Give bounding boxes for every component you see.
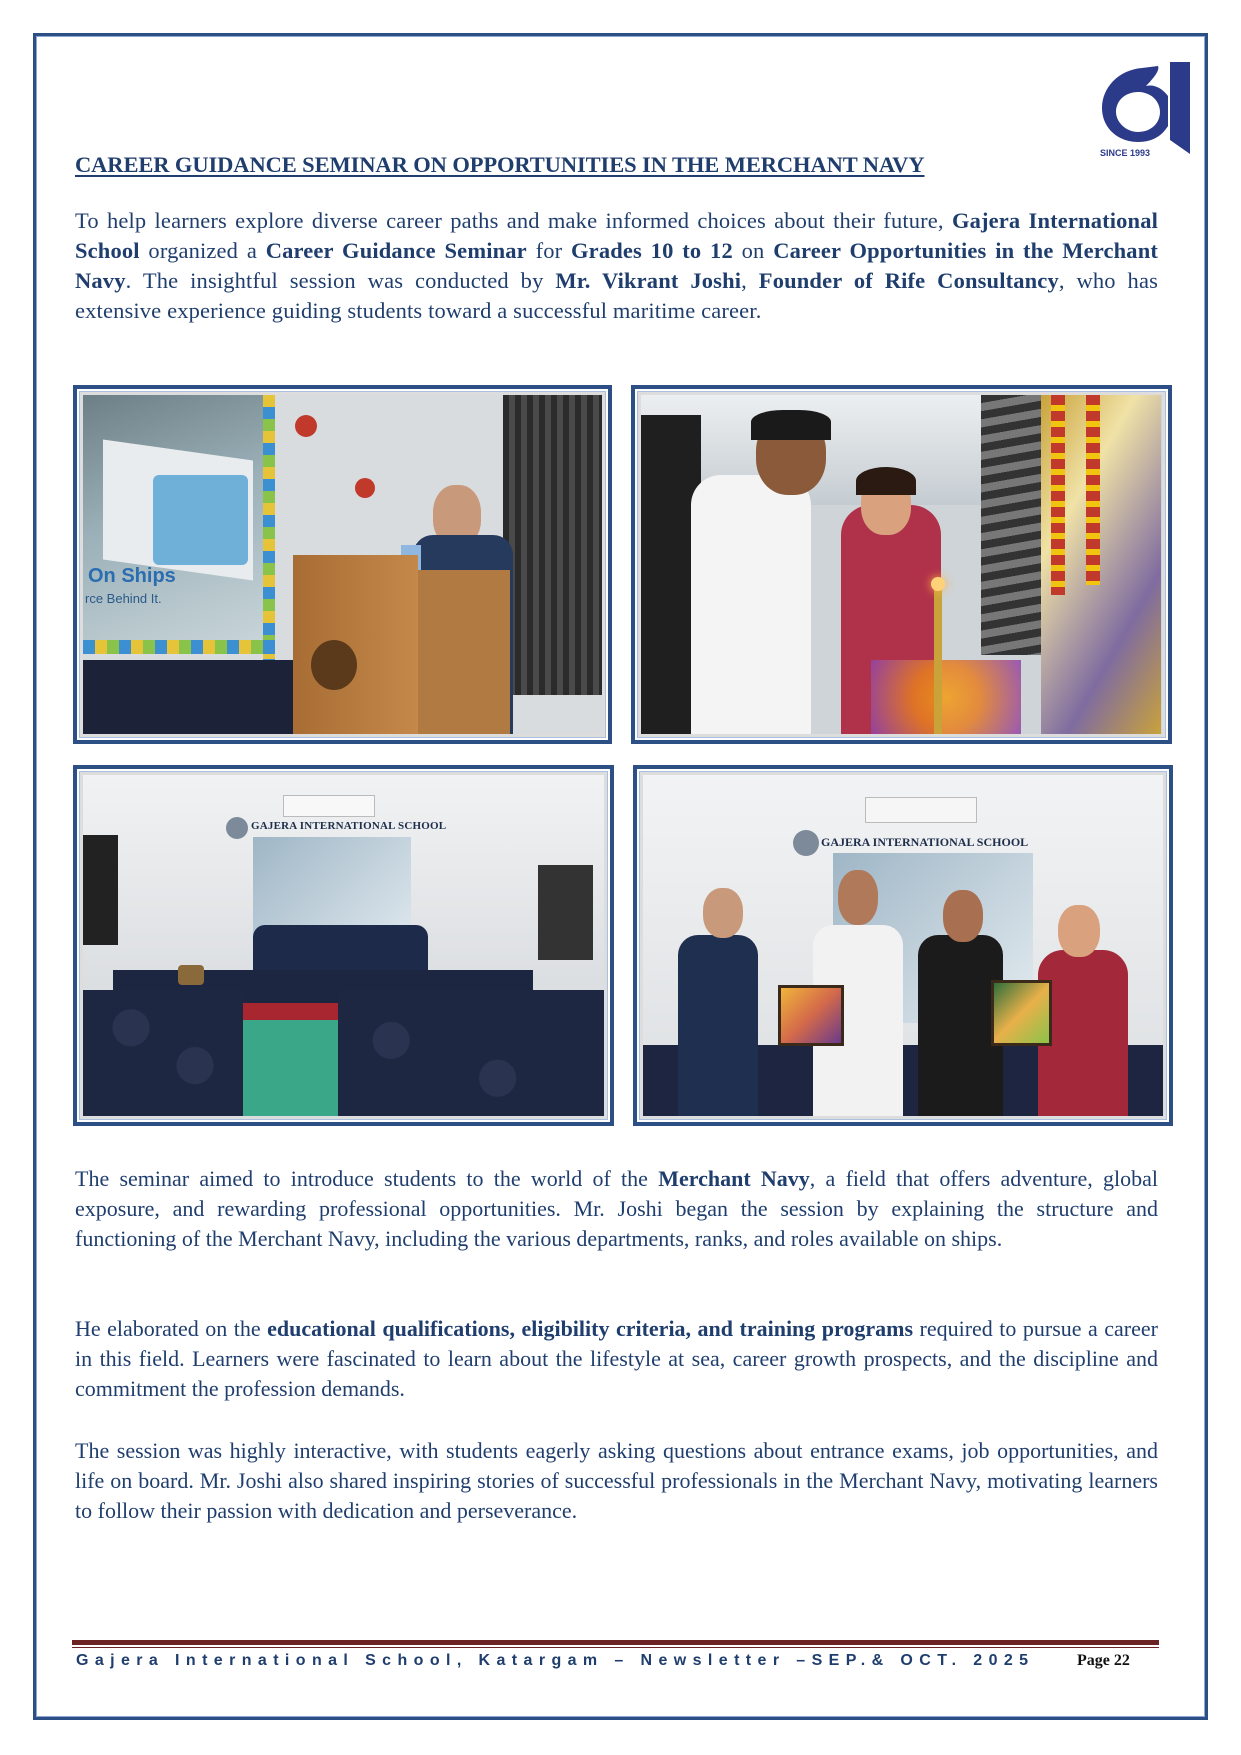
photo-lamp-lighting-ceremony (631, 385, 1172, 744)
footer-rule-thin (72, 1647, 1159, 1648)
screen-caption: On Ships (88, 565, 176, 587)
footer-rule (72, 1640, 1159, 1645)
school-logo (1096, 56, 1200, 162)
stage-banner: GAJERA INTERNATIONAL SCHOOL (251, 820, 447, 832)
logo-tagline: SINCE 1993 (1100, 148, 1151, 158)
page-number: Page 22 (1077, 1652, 1130, 1669)
school-name: Gajera International School (75, 208, 1158, 263)
stage-banner: GAJERA INTERNATIONAL SCHOOL (821, 835, 1029, 849)
body-paragraph-3: The session was highly interactive, with students eagerly asking questions about entrance exams, job opportunities, and life on board. Mr. Joshi also shared inspiring stories of successful professionals in the Merchant Navy, motivating learners to follow their passion with dedication and perseverance. (75, 1438, 1158, 1523)
screen-subcaption: rce Behind It. (85, 591, 162, 606)
body-paragraph-1: The seminar aimed to introduce students to the world of the Merchant Navy, a field that offers adventure, global exposure, and rewarding professional opportunities. Mr. Joshi began the session by explaining the structure and functioning of the Merchant Navy, including the various departments, ranks, and roles available on ships. (75, 1166, 1159, 1251)
body-paragraph-2: He elaborated on the educational qualifications, eligibility criteria, and training programs required to pursue a career in this field. Learners were fascinated to learn about the lifestyle at sea, career growth prospects, and the discipline and commitment the profession demands. (75, 1316, 1158, 1401)
highlight-qualifications: educational qualifications, eligibility criteria, and training programs (267, 1316, 914, 1341)
intro-paragraph: To help learners explore diverse career paths and make informed choices about their future, Gajera International School organized a Career Guidance Seminar for Grades 10 to 12 on Career Opportunities in the Merchant Navy. The insightful session was conducted by Mr. Vikrant Joshi, Founder of Rife Consultancy, who has extensive experience guiding students toward a successful maritime career. (75, 208, 1158, 323)
topic: Career Opportunities in the Merchant Navy (75, 238, 1158, 293)
school-a-logo-icon (1096, 56, 1200, 162)
grades: Grades 10 to 12 (571, 238, 733, 263)
speaker-role: Founder of Rife Consultancy (758, 268, 1059, 293)
photo-felicitation (633, 765, 1173, 1126)
article-title: CAREER GUIDANCE SEMINAR ON OPPORTUNITIES IN THE MERCHANT NAVY (75, 152, 925, 177)
photo-speaker-at-podium (73, 385, 612, 744)
speaker-name: Mr. Vikrant Joshi (555, 268, 742, 293)
highlight-merchant-navy: Merchant Navy (658, 1166, 810, 1191)
photo-students-audience (73, 765, 614, 1126)
event-name: Career Guidance Seminar (265, 238, 527, 263)
footer-newsletter-title: Gajera International School, Katargam – Newsletter –SEP.& OCT. 2025 (76, 1652, 1035, 1669)
